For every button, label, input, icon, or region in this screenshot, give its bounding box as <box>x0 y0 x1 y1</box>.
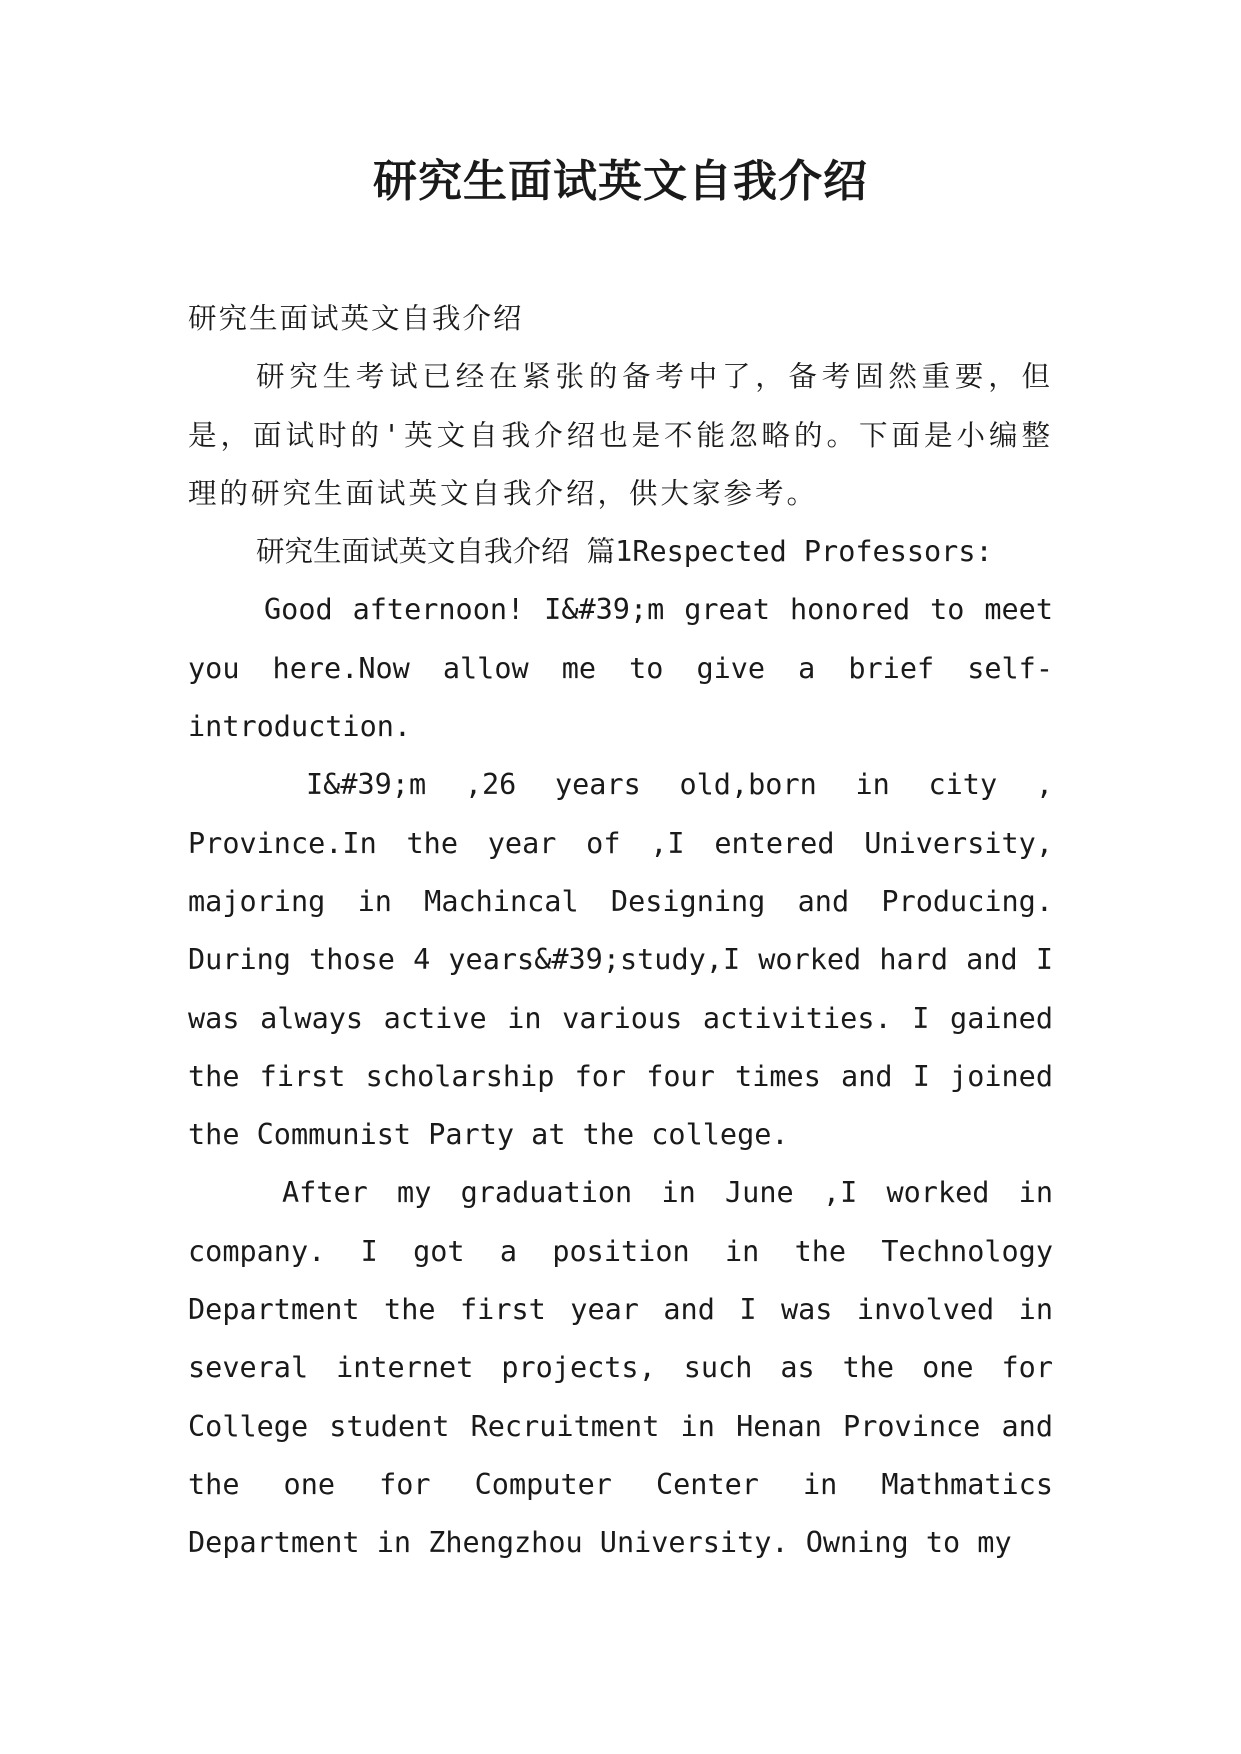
document-subtitle: 研究生面试英文自我介绍 <box>188 302 524 335</box>
greeting-paragraph: Good afternoon! I&#39;m great honored to meet you here.Now allow me to give a brief self-introduction. <box>188 593 1053 744</box>
work-experience-paragraph: After my graduation in June ,I worked in company. I got a position in the Technology Department the first year and I was involved in several internet projects, such as the one for College student Recruitment in Henan Province and the one for Computer Center in Mathmatics Department in Zhengzhou University. Owning to my <box>188 1176 1053 1560</box>
intro-paragraph: 研究生考试已经在紧张的备考中了，备考固然重要，但是，面试时的'英文自我介绍也是不能忽略的。下面是小编整理的研究生面试英文自我介绍，供大家参考。 <box>188 360 1053 510</box>
document-title: 研究生面试英文自我介绍 <box>373 156 868 207</box>
background-paragraph: I&#39;m ,26 years old,born in city , Province.In the year of ,I entered University, majoring in Machincal Designing and Producing. During those 4 years&#39;study,I worked hard and I was always active in various activities. I gained the first scholarship for four times and I joined the Communist Party at the college. <box>188 768 1053 1152</box>
section-heading-paragraph: 研究生面试英文自我介绍 篇1Respected Professors: <box>256 535 993 569</box>
document-body <box>188 290 1053 1573</box>
